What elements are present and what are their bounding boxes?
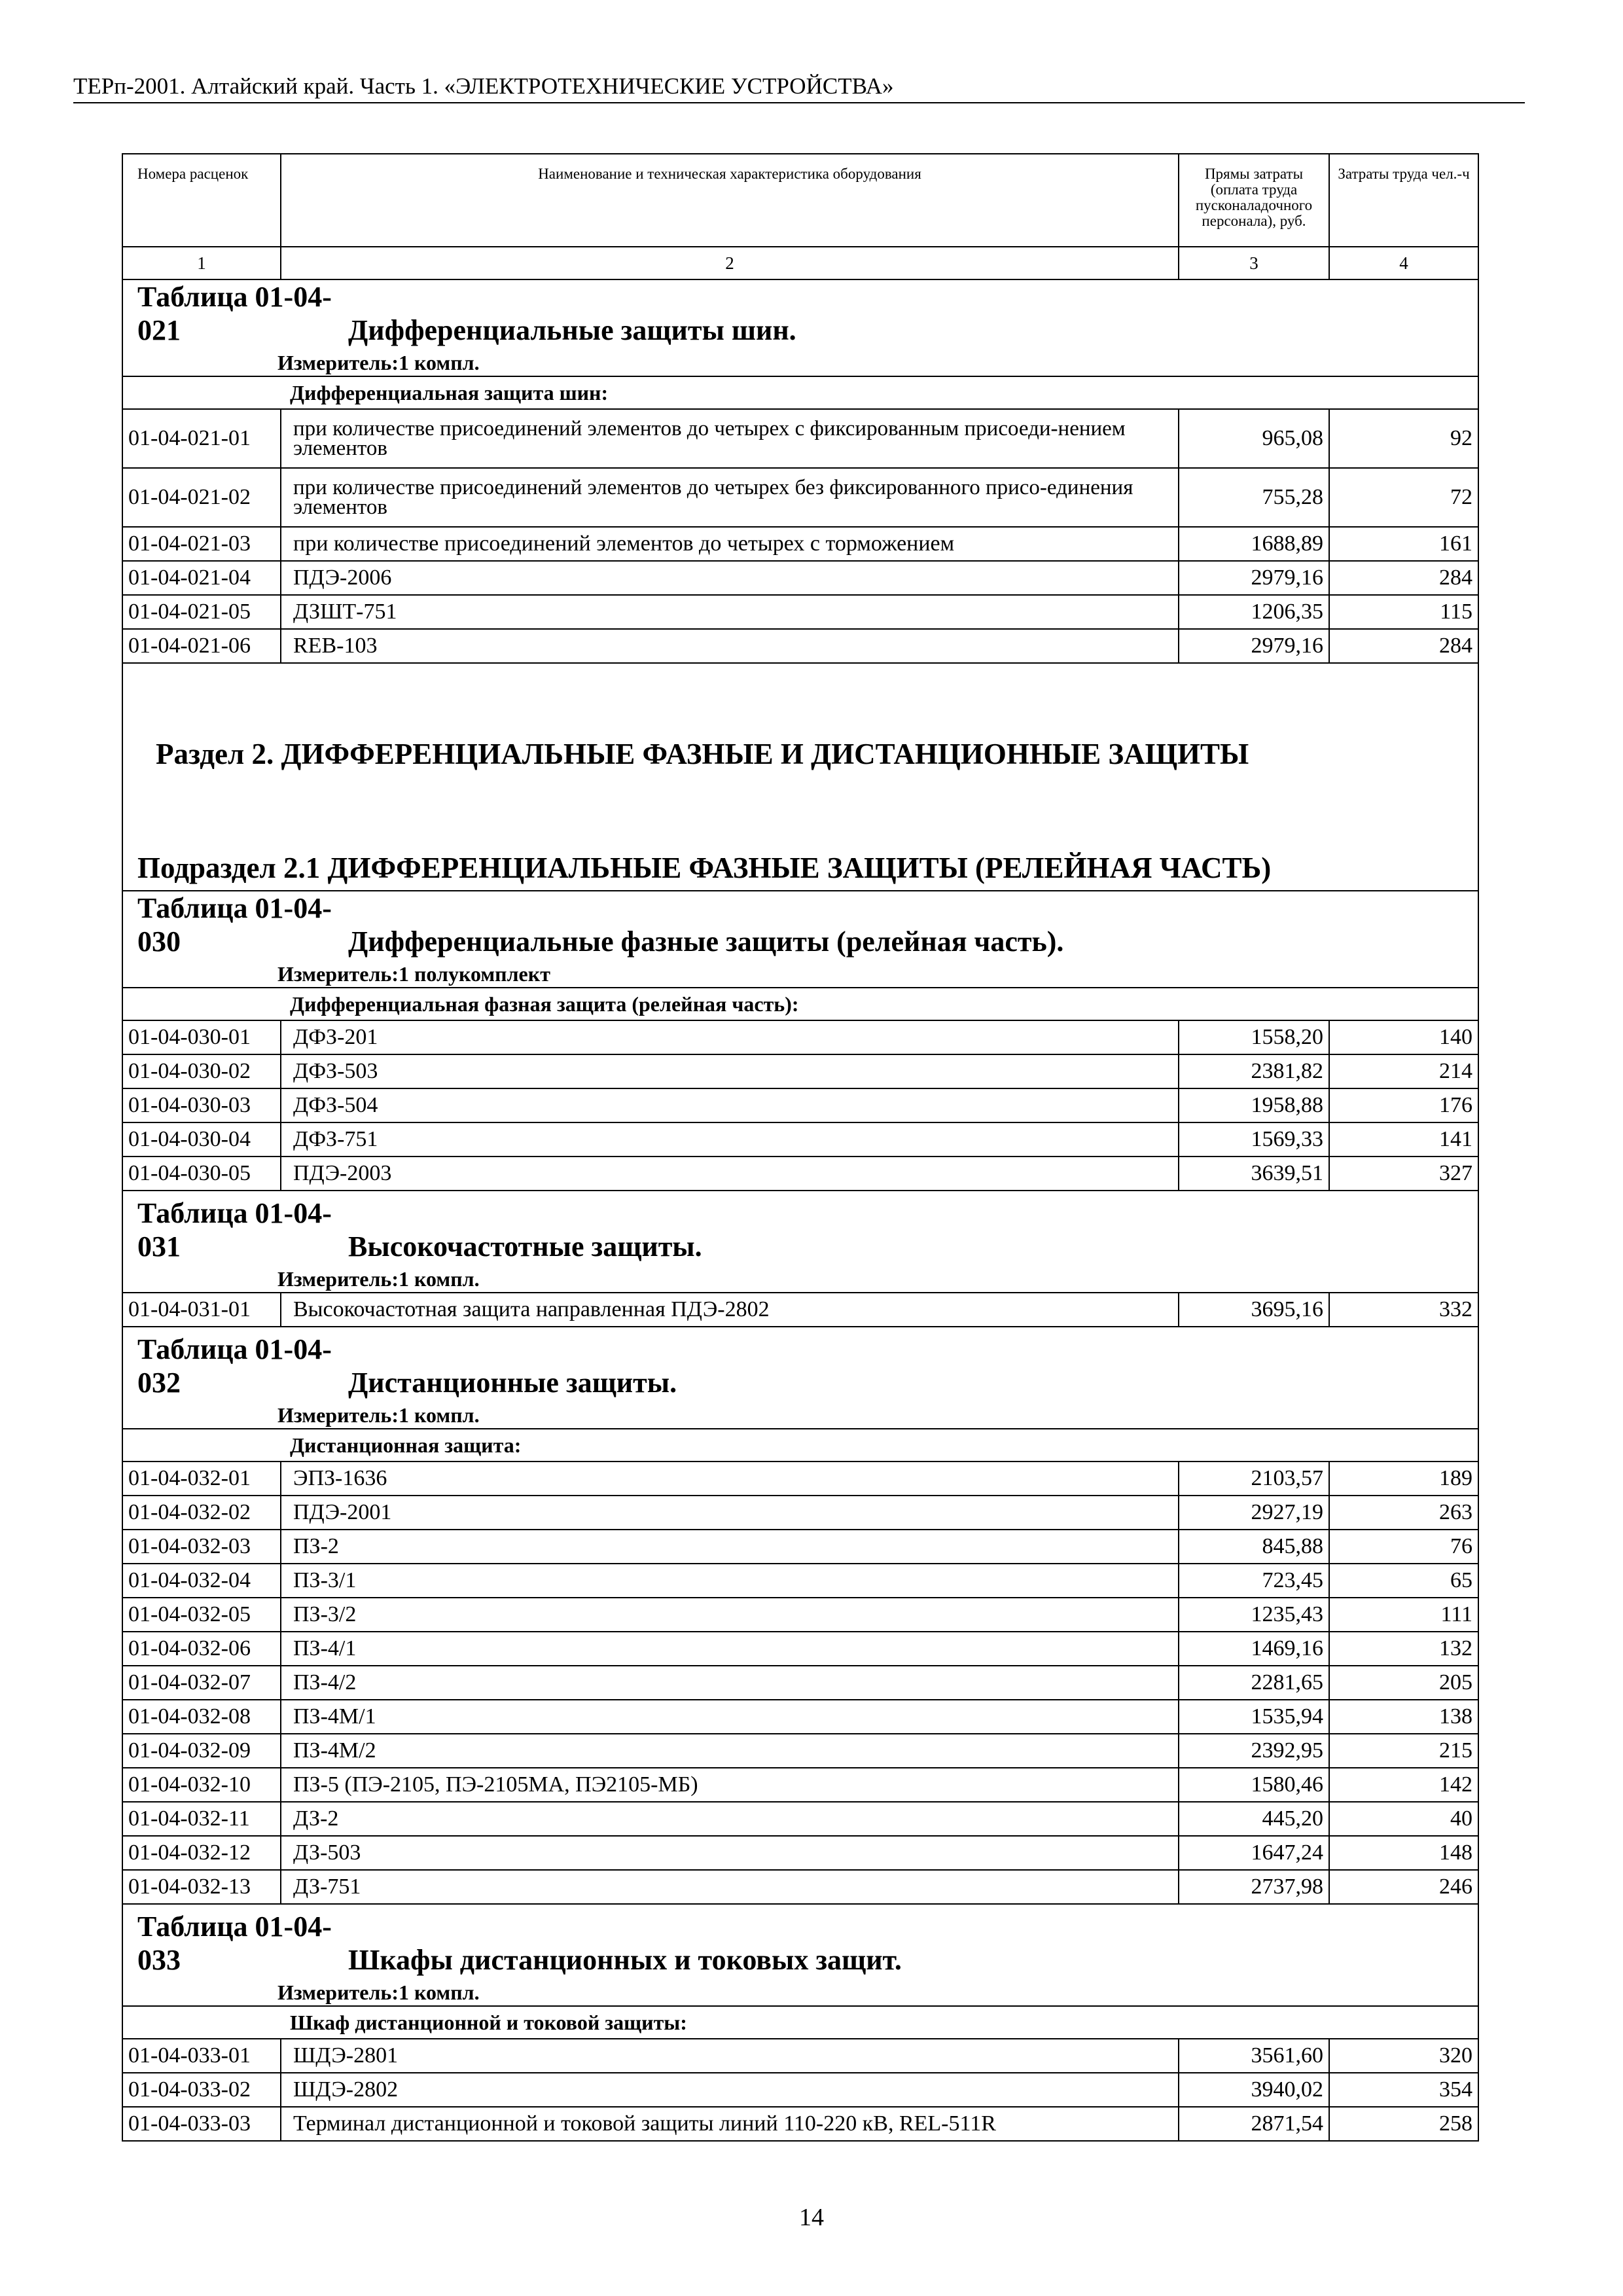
rate-code: 01-04-032-10	[122, 1768, 281, 1802]
rate-code: 01-04-032-05	[122, 1598, 281, 1632]
rate-code: 01-04-030-05	[122, 1157, 281, 1191]
rate-description: ПЗ-4/1	[281, 1632, 1179, 1666]
group-heading: Дифференциальная фазная защита (релейная часть):	[281, 988, 1478, 1020]
labor-hours: 92	[1329, 409, 1478, 468]
rate-description: ПДЭ-2001	[281, 1496, 1179, 1530]
rate-code: 01-04-031-01	[122, 1293, 281, 1327]
table-row	[122, 1632, 1478, 1666]
table-row	[122, 1157, 1478, 1191]
subsection-heading: Подраздел 2.1 ДИФФЕРЕНЦИАЛЬНЫЕ ФАЗНЫЕ ЗАЩИТЫ (РЕЛЕЙНАЯ ЧАСТЬ)	[122, 776, 1478, 891]
table-title-row	[122, 1904, 1478, 1979]
rate-code: 01-04-021-02	[122, 468, 281, 527]
labor-hours: 76	[1329, 1530, 1478, 1564]
table-measure-row	[122, 350, 1478, 376]
labor-hours: 263	[1329, 1496, 1478, 1530]
table-number: Таблица 01-04-031	[137, 1197, 332, 1263]
labor-hours: 214	[1329, 1054, 1478, 1088]
section-heading: Раздел 2. ДИФФЕРЕНЦИАЛЬНЫЕ ФАЗНЫЕ И ДИСТАНЦИОННЫЕ ЗАЩИТЫ	[122, 663, 1478, 776]
rate-description: ПЗ-3/2	[281, 1598, 1179, 1632]
table-title	[122, 1904, 1478, 1979]
table-row	[122, 2107, 1478, 2141]
labor-hours: 115	[1329, 595, 1478, 629]
table-row	[122, 1768, 1478, 1802]
rate-description: ДЗ-751	[281, 1870, 1179, 1904]
table-number: Таблица 01-04-030	[137, 892, 332, 958]
table-measure-row	[122, 1266, 1478, 1293]
labor-hours: 141	[1329, 1122, 1478, 1157]
group-heading-spacer	[122, 1429, 281, 1462]
table-row	[122, 1700, 1478, 1734]
column-number: 4	[1329, 247, 1478, 279]
column-number: 2	[281, 247, 1179, 279]
rate-description: ДФЗ-201	[281, 1020, 1179, 1054]
group-heading-row	[122, 376, 1478, 409]
rate-code: 01-04-021-06	[122, 629, 281, 663]
rate-code: 01-04-033-03	[122, 2107, 281, 2141]
table-row	[122, 1020, 1478, 1054]
group-heading-row	[122, 1429, 1478, 1462]
subsection-heading-row	[122, 776, 1478, 891]
labor-hours: 215	[1329, 1734, 1478, 1768]
direct-cost: 755,28	[1179, 468, 1329, 527]
table-title-row	[122, 1191, 1478, 1266]
direct-cost: 1647,24	[1179, 1836, 1329, 1870]
direct-cost: 2381,82	[1179, 1054, 1329, 1088]
direct-cost: 445,20	[1179, 1802, 1329, 1836]
rate-description: ПЗ-4М/2	[281, 1734, 1179, 1768]
direct-cost: 965,08	[1179, 409, 1329, 468]
direct-cost: 1235,43	[1179, 1598, 1329, 1632]
labor-hours: 284	[1329, 629, 1478, 663]
direct-cost: 3940,02	[1179, 2073, 1329, 2107]
column-header-row	[122, 154, 1478, 247]
table-row	[122, 1496, 1478, 1530]
rate-description: ПЗ-4М/1	[281, 1700, 1179, 1734]
table-measure-row	[122, 961, 1478, 988]
direct-cost: 1569,33	[1179, 1122, 1329, 1157]
group-heading-row	[122, 2006, 1478, 2039]
table-row	[122, 561, 1478, 595]
table-row	[122, 1122, 1478, 1157]
rate-code: 01-04-032-02	[122, 1496, 281, 1530]
table-row	[122, 1836, 1478, 1870]
table-row	[122, 1734, 1478, 1768]
rate-code: 01-04-030-02	[122, 1054, 281, 1088]
labor-hours: 320	[1329, 2039, 1478, 2073]
table-title	[122, 1191, 1478, 1266]
rate-description: ЭПЗ-1636	[281, 1462, 1179, 1496]
labor-hours: 246	[1329, 1870, 1478, 1904]
table-row	[122, 1666, 1478, 1700]
rate-code: 01-04-032-01	[122, 1462, 281, 1496]
rate-code: 01-04-032-03	[122, 1530, 281, 1564]
table-row	[122, 1598, 1478, 1632]
group-heading: Дистанционная защита:	[281, 1429, 1478, 1462]
table-title-row	[122, 279, 1478, 350]
rate-description: ДЗ-2	[281, 1802, 1179, 1836]
rate-code: 01-04-030-04	[122, 1122, 281, 1157]
direct-cost: 2979,16	[1179, 561, 1329, 595]
table-name: Шкафы дистанционных и токовых защит.	[348, 1944, 902, 1976]
labor-hours: 161	[1329, 527, 1478, 561]
labor-hours: 111	[1329, 1598, 1478, 1632]
direct-cost: 2103,57	[1179, 1462, 1329, 1496]
rate-code: 01-04-032-12	[122, 1836, 281, 1870]
table-name: Дифференциальные защиты шин.	[348, 314, 796, 346]
labor-hours: 284	[1329, 561, 1478, 595]
direct-cost: 2281,65	[1179, 1666, 1329, 1700]
table-row	[122, 1054, 1478, 1088]
rate-code: 01-04-030-03	[122, 1088, 281, 1122]
rate-description: ДФЗ-503	[281, 1054, 1179, 1088]
rate-description: ПЗ-5 (ПЭ-2105, ПЭ-2105МА, ПЭ2105-МБ)	[281, 1768, 1179, 1802]
table-measure-row	[122, 1979, 1478, 2006]
rate-description: Высокочастотная защита направленная ПДЭ-2802	[281, 1293, 1179, 1327]
group-heading: Шкаф дистанционной и токовой защиты:	[281, 2006, 1478, 2039]
group-heading-spacer	[122, 988, 281, 1020]
direct-cost: 3639,51	[1179, 1157, 1329, 1191]
table-row	[122, 2039, 1478, 2073]
labor-hours: 189	[1329, 1462, 1478, 1496]
direct-cost: 1580,46	[1179, 1768, 1329, 1802]
table-row	[122, 1462, 1478, 1496]
direct-cost: 3695,16	[1179, 1293, 1329, 1327]
table-number: Таблица 01-04-032	[137, 1333, 332, 1399]
table-number: Таблица 01-04-021	[137, 281, 332, 346]
labor-hours: 327	[1329, 1157, 1478, 1191]
table-row	[122, 1088, 1478, 1122]
direct-cost: 2737,98	[1179, 1870, 1329, 1904]
direct-cost: 1558,20	[1179, 1020, 1329, 1054]
rate-description: ДФЗ-504	[281, 1088, 1179, 1122]
rate-code: 01-04-032-09	[122, 1734, 281, 1768]
table-row	[122, 1293, 1478, 1327]
rates-table	[122, 153, 1479, 2142]
direct-cost: 2392,95	[1179, 1734, 1329, 1768]
rate-code: 01-04-032-13	[122, 1870, 281, 1904]
table-row	[122, 595, 1478, 629]
group-heading: Дифференциальная защита шин:	[281, 376, 1478, 409]
rate-code: 01-04-032-04	[122, 1564, 281, 1598]
table-row	[122, 1802, 1478, 1836]
rate-description: при количестве присоединений элементов до четырех с торможением	[281, 527, 1179, 561]
table-title	[122, 1327, 1478, 1402]
column-number-row	[122, 247, 1478, 279]
labor-hours: 176	[1329, 1088, 1478, 1122]
direct-cost: 2927,19	[1179, 1496, 1329, 1530]
labor-hours: 140	[1329, 1020, 1478, 1054]
table-row	[122, 629, 1478, 663]
direct-cost: 2871,54	[1179, 2107, 1329, 2141]
rate-description: ПДЭ-2006	[281, 561, 1179, 595]
page-header: ТЕРп-2001. Алтайский край. Часть 1. «ЭЛЕКТРОТЕХНИЧЕСКИЕ УСТРОЙСТВА»	[73, 73, 1525, 103]
table-row	[122, 527, 1478, 561]
labor-hours: 148	[1329, 1836, 1478, 1870]
labor-hours: 138	[1329, 1700, 1478, 1734]
table-number: Таблица 01-04-033	[137, 1910, 332, 1976]
table-measure: Измеритель:1 компл.	[122, 1402, 1478, 1429]
rate-description: ПДЭ-2003	[281, 1157, 1179, 1191]
rate-code: 01-04-032-07	[122, 1666, 281, 1700]
rate-description: ДФЗ-751	[281, 1122, 1179, 1157]
rate-code: 01-04-032-06	[122, 1632, 281, 1666]
rate-code: 01-04-032-08	[122, 1700, 281, 1734]
table-measure-row	[122, 1402, 1478, 1429]
direct-cost: 1958,88	[1179, 1088, 1329, 1122]
direct-cost: 1535,94	[1179, 1700, 1329, 1734]
direct-cost: 3561,60	[1179, 2039, 1329, 2073]
labor-hours: 72	[1329, 468, 1478, 527]
rate-description: ПЗ-3/1	[281, 1564, 1179, 1598]
table-row	[122, 2073, 1478, 2107]
column-number: 3	[1179, 247, 1329, 279]
rate-code: 01-04-033-02	[122, 2073, 281, 2107]
direct-cost: 845,88	[1179, 1530, 1329, 1564]
rate-code: 01-04-021-05	[122, 595, 281, 629]
table-row	[122, 1870, 1478, 1904]
rate-description: Терминал дистанционной и токовой защиты линий 110-220 кВ, REL-511R	[281, 2107, 1179, 2141]
column-header-name: Наименование и техническая характеристика оборудования	[281, 154, 1179, 247]
labor-hours: 132	[1329, 1632, 1478, 1666]
labor-hours: 332	[1329, 1293, 1478, 1327]
rate-code: 01-04-032-11	[122, 1802, 281, 1836]
column-number: 1	[122, 247, 281, 279]
direct-cost: 723,45	[1179, 1564, 1329, 1598]
direct-cost: 1688,89	[1179, 527, 1329, 561]
table-row	[122, 468, 1478, 527]
rate-description: ПЗ-2	[281, 1530, 1179, 1564]
rate-description: ШДЭ-2801	[281, 2039, 1179, 2073]
group-heading-row	[122, 988, 1478, 1020]
rate-code: 01-04-030-01	[122, 1020, 281, 1054]
direct-cost: 1206,35	[1179, 595, 1329, 629]
column-header-direct-cost: Прямы затраты (оплата труда пусконаладочного персонала), руб.	[1179, 154, 1329, 247]
rate-description: при количестве присоединений элементов до четырех с фиксированным присоеди-нением элементов	[281, 409, 1179, 468]
labor-hours: 142	[1329, 1768, 1478, 1802]
labor-hours: 354	[1329, 2073, 1478, 2107]
group-heading-spacer	[122, 376, 281, 409]
labor-hours: 258	[1329, 2107, 1478, 2141]
column-header-codes: Номера расценок	[122, 154, 281, 247]
direct-cost: 2979,16	[1179, 629, 1329, 663]
table-name: Дифференциальные фазные защиты (релейная часть).	[348, 925, 1064, 958]
table-title	[122, 279, 1478, 350]
table-measure: Измеритель:1 полукомплект	[122, 961, 1478, 988]
labor-hours: 40	[1329, 1802, 1478, 1836]
table-measure: Измеритель:1 компл.	[122, 1266, 1478, 1293]
rate-code: 01-04-021-01	[122, 409, 281, 468]
table-title	[122, 891, 1478, 961]
table-name: Дистанционные защиты.	[348, 1367, 677, 1399]
table-title-row	[122, 891, 1478, 961]
table-measure: Измеритель:1 компл.	[122, 350, 1478, 376]
labor-hours: 205	[1329, 1666, 1478, 1700]
rate-code: 01-04-033-01	[122, 2039, 281, 2073]
direct-cost: 1469,16	[1179, 1632, 1329, 1666]
section-heading-row	[122, 663, 1478, 776]
labor-hours: 65	[1329, 1564, 1478, 1598]
rate-description: ПЗ-4/2	[281, 1666, 1179, 1700]
table-row	[122, 1530, 1478, 1564]
table-name: Высокочастотные защиты.	[348, 1230, 702, 1263]
rate-description: ШДЭ-2802	[281, 2073, 1179, 2107]
group-heading-spacer	[122, 2006, 281, 2039]
page-number: 14	[799, 2204, 824, 2231]
rate-description: ДЗШТ-751	[281, 595, 1179, 629]
table-row	[122, 1564, 1478, 1598]
table-row	[122, 409, 1478, 468]
rate-code: 01-04-021-03	[122, 527, 281, 561]
rate-description: REB-103	[281, 629, 1179, 663]
rate-description: ДЗ-503	[281, 1836, 1179, 1870]
table-title-row	[122, 1327, 1478, 1402]
table-measure: Измеритель:1 компл.	[122, 1979, 1478, 2006]
rate-description: при количестве присоединений элементов до четырех без фиксированного присо-единения элементов	[281, 468, 1179, 527]
rate-code: 01-04-021-04	[122, 561, 281, 595]
column-header-labor: Затраты труда чел.-ч	[1329, 154, 1478, 247]
